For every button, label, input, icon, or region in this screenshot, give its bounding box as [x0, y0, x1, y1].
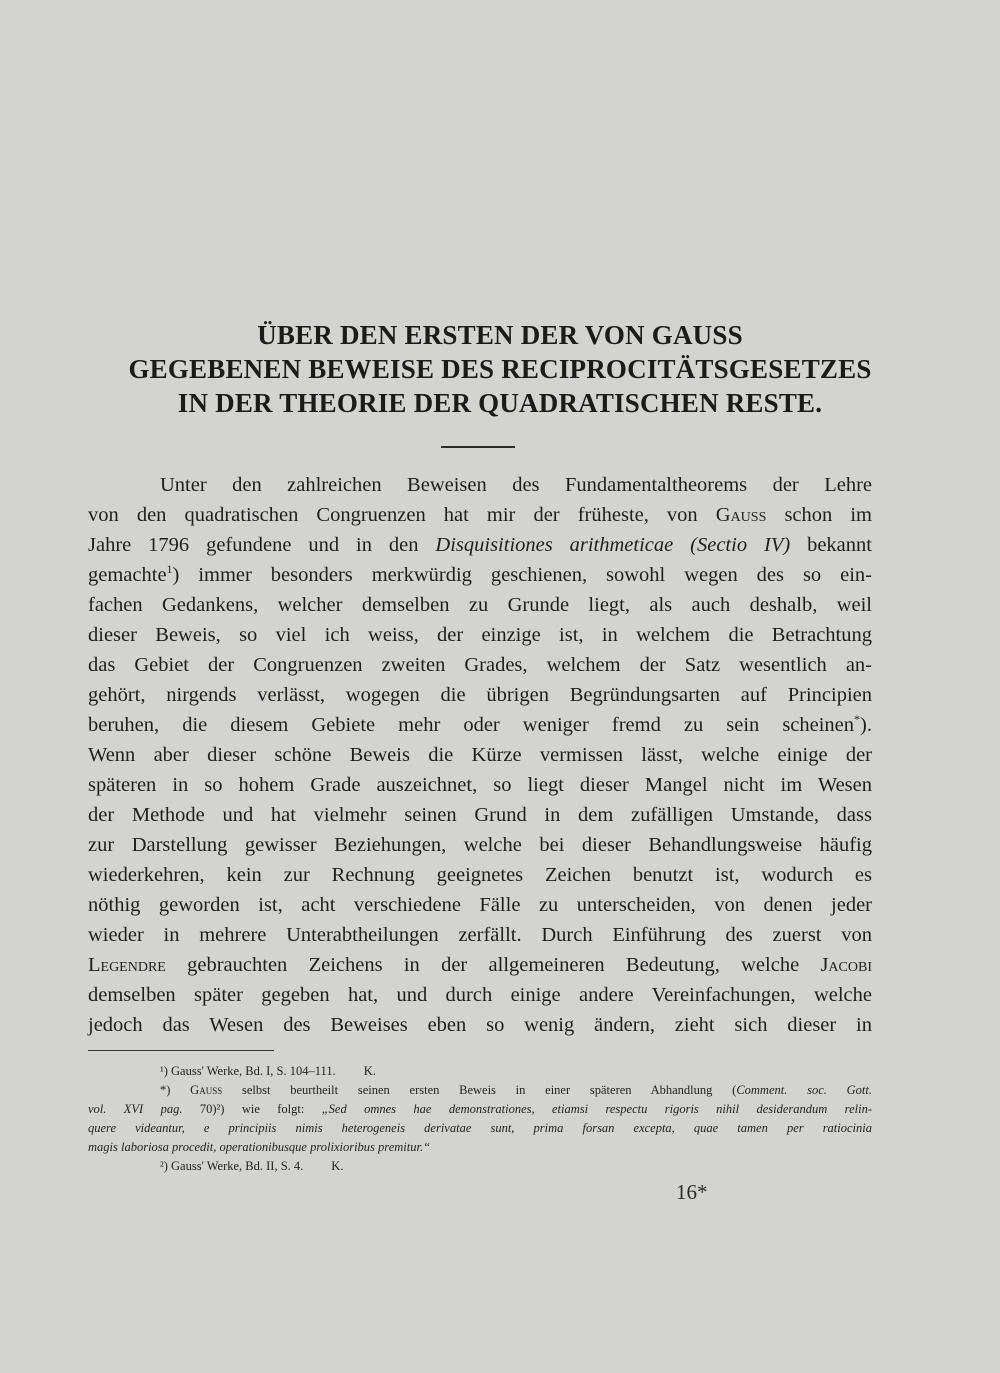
body-line — [88, 530, 872, 560]
body-line: zur Darstellung gewisser Beziehungen, welche bei dieser Behandlungsweise häufig — [88, 834, 872, 856]
body-line: jedoch das Wesen des Beweises eben so wenig ändern, zieht sich dieser in — [88, 1014, 872, 1036]
footnote-line: magis laboriosa procedit, operationibusque prolixioribus premitur.“ — [88, 1140, 431, 1154]
body-line: dieser Beweis, so viel ich weiss, der einzige ist, in welchem die Betrachtung — [88, 624, 872, 646]
footnote-line: quere videantur, e principiis nimis heterogeneis derivatae sunt, prima forsan excepta, quae tamen per ratiocinia — [88, 1121, 872, 1135]
body-line: fachen Gedankens, welcher demselben zu Grunde liegt, als auch deshalb, weil — [88, 594, 872, 616]
footnotes — [88, 1062, 872, 1176]
footnote-marker: 1 — [166, 562, 173, 577]
text-run: bekannt — [790, 534, 872, 556]
text-run: von den quadratischen Congruenzen hat mir der früheste, von — [88, 504, 716, 526]
body-line: wieder in mehrere Unterabtheilungen zerfällt. Durch Einführung des zuerst von — [88, 924, 872, 946]
body-paragraph — [88, 470, 872, 1040]
body-line: späteren in so hohem Grade auszeichnet, so liegt dieser Mangel nicht im Wesen — [88, 774, 872, 796]
quote: „Sed omnes hae demonstrationes, etiamsi respectu rigoris nihil desiderandum relin- — [321, 1102, 872, 1116]
text-run: schon im — [766, 504, 872, 526]
footnote-divider — [88, 1050, 274, 1051]
editor-mark: K. — [331, 1159, 344, 1173]
book-title: Disquisitiones arithmeticae (Sectio IV) — [435, 534, 791, 556]
text-run: gemachte — [88, 564, 167, 586]
body-line: nöthig geworden ist, acht verschiedene Fälle zu unterscheiden, von denen jeder — [88, 894, 872, 916]
body-line: der Methode und hat vielmehr seinen Grund in dem zufälligen Umstande, dass — [88, 804, 872, 826]
author-name: Gauss — [190, 1083, 223, 1097]
title-line-2: GEGEBENEN BEWEISE DES RECIPROCITÄTSGESETZES — [128, 354, 872, 384]
footnote-text: *) — [160, 1083, 191, 1097]
author-name: Jacobi — [820, 954, 872, 976]
body-line: Unter den zahlreichen Beweisen des Fundamentaltheorems der Lehre — [160, 474, 872, 496]
body-line: demselben später gegeben hat, und durch einige andere Vereinfachungen, welche — [88, 984, 872, 1006]
footnote-text: 70)²) wie folgt: — [182, 1102, 322, 1116]
title-line-3: IN DER THEORIE DER QUADRATISCHEN RESTE. — [177, 388, 823, 418]
text-run: Jahre 1796 gefundene und in den — [88, 534, 436, 556]
author-name: Gauss — [715, 504, 767, 526]
body-line: das Gebiet der Congruenzen zweiten Grades, welchem der Satz wesentlich an- — [88, 654, 872, 676]
footnote-star — [88, 1081, 872, 1100]
text-run: ) immer besonders merkwürdig geschienen, sowohl wegen des so ein- — [172, 564, 872, 586]
body-line: gehört, nirgends verlässt, wogegen die übrigen Begründungsarten auf Principien — [88, 684, 872, 706]
body-line — [88, 500, 872, 530]
body-line — [88, 950, 872, 980]
text-run: beruhen, die diesem Gebiete mehr oder weniger fremd zu sein scheinen — [88, 714, 855, 736]
text-run: gebrauchten Zeichens in der allgemeineren Bedeutung, welche — [165, 954, 821, 976]
text-run: ). — [860, 714, 872, 736]
author-name: Legendre — [88, 954, 166, 976]
editor-mark: K. — [363, 1064, 376, 1078]
body-line — [88, 560, 872, 590]
footnote-text: selbst beurtheilt seinen ersten Beweis in einer späteren Abhandlung ( — [222, 1083, 737, 1097]
body-line — [88, 710, 872, 740]
body-line: Wenn aber dieser schöne Beweis die Kürze vermissen lässt, welche einige der — [88, 744, 872, 766]
footnote-2 — [88, 1157, 872, 1176]
footnote-text: ¹) Gauss' Werke, Bd. I, S. 104–111. — [160, 1064, 336, 1078]
body-line: wiederkehren, kein zur Rechnung geeignetes Zeichen benutzt ist, wodurch es — [88, 864, 872, 886]
title-divider — [441, 446, 515, 448]
title-line-1: ÜBER DEN ERSTEN DER VON GAUSS — [257, 320, 743, 350]
article-title — [80, 318, 920, 420]
footnote-text: ²) Gauss' Werke, Bd. II, S. 4. — [160, 1159, 304, 1173]
footnote-line — [88, 1100, 872, 1119]
footnote-marker: * — [854, 712, 861, 727]
page-number: 16* — [676, 1180, 708, 1204]
footnote-1 — [88, 1062, 872, 1081]
citation: vol. XVI pag. — [88, 1102, 183, 1116]
citation: Comment. soc. Gott. — [736, 1083, 872, 1097]
